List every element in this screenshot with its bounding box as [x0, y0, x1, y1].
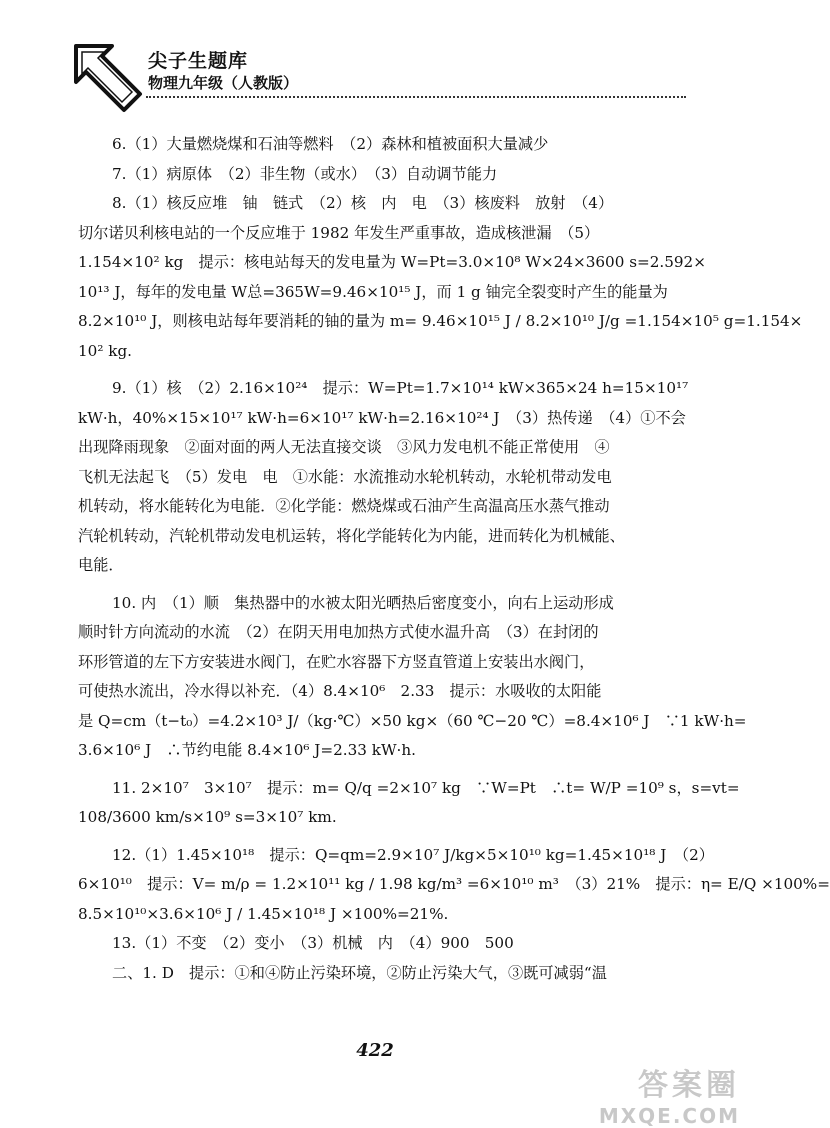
text-line: 6.（1）大量燃烧煤和石油等燃料 （2）森林和植被面积大量减少: [112, 135, 549, 153]
text-line: 8.2×10¹⁰ J，则核电站每年要消耗的铀的量为 m= 9.46×10¹⁵ J / 8.2×10¹⁰ J/g =1.154×10⁵ g=1.154×: [78, 312, 803, 330]
text-line: 10² kg.: [78, 341, 132, 360]
text-line: 汽轮机转动，汽轮机带动发电机运转，将化学能转化为内能，进而转化为机械能、: [78, 526, 625, 545]
header-divider: [146, 96, 686, 98]
text-line: 9.（1）核 （2）2.16×10²⁴ 提示：W=Pt=1.7×10¹⁴ kW×365×24 h=15×10¹⁷: [112, 379, 689, 397]
page-number: 422: [356, 1040, 394, 1061]
text-line: 顺时针方向流动的水流 （2）在阴天用电加热方式使水温升高 （3）在封闭的: [78, 623, 599, 641]
text-line: 环形管道的左下方安装进水阀门，在贮水容器下方竖直管道上安装出水阀门，: [78, 652, 595, 671]
text-line: 6×10¹⁰ 提示：V= m/ρ = 1.2×10¹¹ kg / 1.98 kg/m³ =6×10¹⁰ m³ （3）21% 提示：η= E/Q ×100%=: [78, 875, 830, 893]
watermark-logo: 答案圈: [638, 1068, 740, 1103]
text-line: 是 Q=cm（t−t₀）=4.2×10³ J/（kg·℃）×50 kg×（60 ℃−20 ℃）=8.4×10⁶ J ∵1 kW·h=: [78, 711, 747, 730]
text-line: 108/3600 km/s×10⁹ s=3×10⁷ km.: [78, 808, 337, 826]
text-line: 切尔诺贝利核电站的一个反应堆于 1982 年发生严重事故，造成核泄漏 （5）: [78, 223, 600, 242]
text-line: 7.（1）病原体 （2）非生物（或水） （3）自动调节能力: [112, 164, 498, 183]
text-line: 11. 2×10⁷ 3×10⁷ 提示：m= Q/q =2×10⁷ kg ∵W=Pt ∴t= W/P =10⁹ s，s=vt=: [112, 778, 740, 797]
text-line: 二、1. D 提示：①和④防止污染环境，②防止污染大气，③既可减弱“温: [112, 963, 607, 982]
text-line: 1.154×10² kg 提示：核电站每天的发电量为 W=Pt=3.0×10⁸ W×24×3600 s=2.592×: [78, 253, 706, 271]
book-subtitle: 物理九年级（人教版）: [148, 74, 299, 92]
text-line: 3.6×10⁶ J ∴节约电能 8.4×10⁶ J=2.33 kW·h.: [78, 741, 416, 759]
text-line: 10¹³ J，每年的发电量 W总=365W=9.46×10¹⁵ J，而 1 g 铀完全裂变时产生的能量为: [78, 282, 668, 301]
text-line: 12.（1）1.45×10¹⁸ 提示：Q=qm=2.9×10⁷ J/kg×5×10¹⁰ kg=1.45×10¹⁸ J （2）: [112, 845, 714, 864]
text-line: 出现降雨现象 ②面对面的两人无法直接交谈 ③风力发电机不能正常使用 ④: [78, 438, 610, 456]
text-line: 10. 内 （1）顺 集热器中的水被太阳光晒热后密度变小，向右上运动形成: [112, 593, 614, 612]
text-line: 8.5×10¹⁰×3.6×10⁶ J / 1.45×10¹⁸ J ×100%=21%.: [78, 904, 449, 923]
text-line: 13.（1）不变 （2）变小 （3）机械 内 （4）900 500: [112, 934, 514, 952]
page-header: [60, 32, 690, 122]
text-line: 8.（1）核反应堆 铀 链式 （2）核 内 电 （3）核废料 放射 （4）: [112, 194, 614, 212]
text-line: 可使热水流出，冷水得以补充．（4）8.4×10⁶ 2.33 提示：水吸收的太阳能: [78, 682, 602, 700]
text-line: 飞机无法起飞 （5）发电 电 ①水能：水流推动水轮机转动，水轮机带动发电: [78, 467, 612, 486]
text-line: kW·h，40%×15×10¹⁷ kW·h=6×10¹⁷ kW·h=2.16×10²⁴ J （3）热传递 （4）①不会: [78, 408, 686, 427]
answer-text: [78, 130, 830, 988]
text-line: 电能．: [78, 556, 124, 574]
book-title: 尖子生题库: [148, 50, 249, 72]
arrow-logo-icon: [68, 36, 148, 116]
watermark-url: MXQE.COM: [598, 1104, 740, 1128]
text-line: 机转动，将水能转化为电能．②化学能：燃烧煤或石油产生高温高压水蒸气推动: [78, 497, 610, 515]
watermark: [599, 1060, 740, 1128]
